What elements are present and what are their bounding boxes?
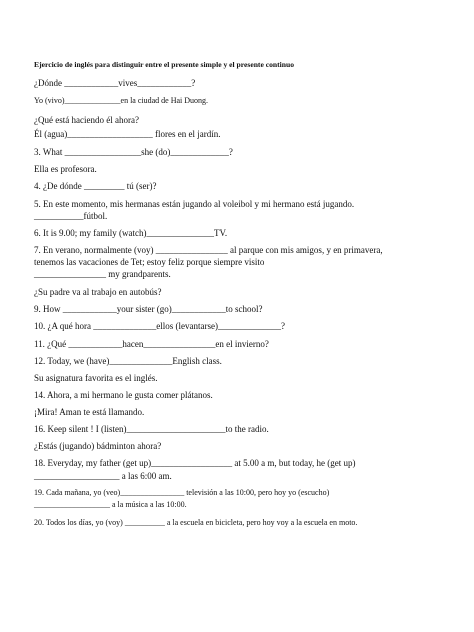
exercise-line: ___________________ a las 6:00 am.	[34, 471, 172, 481]
exercise-line: 20. Todos los días, yo (voy) __________ a la escuela en bicicleta, pero hoy voy a la escuela en moto.	[34, 518, 358, 527]
exercise-line: Él (agua)___________________ flores en el jardín.	[34, 129, 221, 139]
exercise-line: ¿Estás (jugando) bádminton ahora?	[34, 441, 162, 451]
exercise-line: 11. ¿Qué ____________hacen________________en el invierno?	[34, 339, 269, 349]
exercise-line: tenemos las vacaciones de Tet; estoy feliz porque siempre visito	[34, 257, 265, 267]
exercise-line: ___________________ a la música a las 10:00.	[34, 500, 187, 509]
exercise-line: 7. En verano, normalmente (voy) ________________ al parque con mis amigos, y en primavera,	[34, 245, 383, 255]
exercise-line: 10. ¿A qué hora ______________ellos (levantarse)______________?	[34, 321, 285, 331]
exercise-line: ¿Su padre va al trabajo en autobús?	[34, 287, 162, 297]
exercise-line: 18. Everyday, my father (get up)__________________ at 5.00 a m, but today, he (get up)	[34, 458, 356, 468]
exercise-line: Yo (vivo)______________en la ciudad de Hai Duong.	[34, 96, 209, 105]
exercise-line: 3. What _________________she (do)_____________?	[34, 147, 233, 157]
exercise-line: 6. It is 9.00; my family (watch)_______________TV.	[34, 228, 228, 238]
exercise-line: 12. Today, we (have)______________English class.	[34, 356, 222, 366]
exercise-line: 16. Keep silent ! I (listen)______________________to the radio.	[34, 424, 269, 434]
exercise-line: ___________fútbol.	[34, 211, 108, 221]
exercise-line: ¿Dónde ____________vives____________?	[34, 78, 196, 88]
exercise-line: Ella es profesora.	[34, 164, 97, 174]
exercise-line: Su asignatura favorita es el inglés.	[34, 373, 158, 383]
exercise-line: 19. Cada mañana, yo (veo)________________ televisión a las 10:00, pero hoy yo (escucho)	[34, 488, 330, 497]
exercise-line: 9. How ____________your sister (go)____________to school?	[34, 304, 263, 314]
exercise-line: 14. Ahora, a mi hermano le gusta comer plátanos.	[34, 390, 213, 400]
exercise-line: 4. ¿De dónde _________ tú (ser)?	[34, 181, 157, 191]
exercise-line: 5. En este momento, mis hermanas están jugando al voleibol y mi hermano está jugando.	[34, 199, 355, 209]
worksheet-title: Ejercicio de inglés para distinguir entre el presente simple y el presente continuo	[34, 60, 294, 69]
exercise-line: ________________ my grandparents.	[34, 269, 171, 279]
exercise-line: ¿Qué está haciendo él ahora?	[34, 115, 139, 125]
exercise-line: ¡Mira! Aman te está llamando.	[34, 407, 145, 417]
